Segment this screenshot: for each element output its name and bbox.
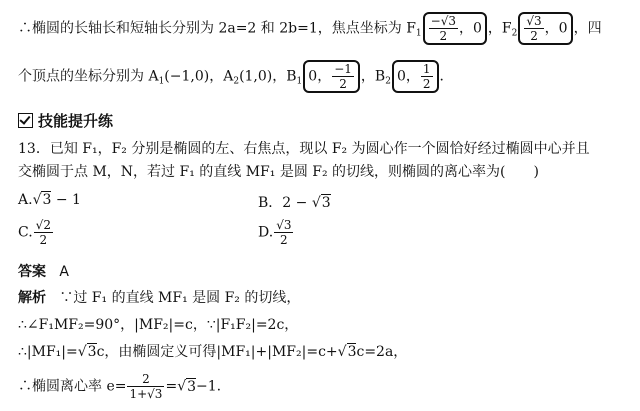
answer-line [18,262,69,282]
intro-text: ∴椭圆的长轴长和短轴长分别为 2a=2 和 2b=1，焦点坐标为 F [18,20,416,37]
vertex-b2-coordinate: 0， $\frac{1}{2}$ [392,60,439,93]
answer-label: 答案 [18,264,46,280]
intro-line-2: 个顶点的坐标分别为 $A_1(-1,0)$，$A_2(1,0)$，$B_1$ 0， $\frac{-1}{2}$ ，$B_2$ 0， $\frac{1}{2}$ ． [18,62,454,91]
solution-line-1: 解析 ∵过 F₁ 的直线 MF₁ 是圆 F₂ 的切线， [18,290,301,306]
section-heading [18,110,113,131]
problem-line-2: 交椭圆于点 M，N，若过 F₁ 的直线 MF₁ 是圆 F₂ 的切线，则椭圆的离心率为( ) [18,164,539,180]
option-b: B．2 − √3 [258,195,331,211]
solution-label: 解析 [18,290,46,306]
option-a: A.√3 − 1 [18,192,81,208]
solution-line-2: ∴∠F₁MF₂=90°，|MF₂|=c，∵|F₁F₂|=2c， [18,317,299,333]
solution-line-4: ∴椭圆离心率 e= $\frac{2}{1+√3}$ =√3−1. [18,372,222,401]
intro-line-1: ∴椭圆的长轴长和短轴长分别为 2a=2 和 2b=1，焦点坐标为 $F_1$ $\frac{-√3}{2}$ ，0 ，$F_2$ $\frac{√3}{2}$ ，0 ，四 [18,14,602,43]
focus1-coordinate: $\frac{-√3}{2}$ ，0 [423,12,487,45]
focus2-coordinate: $\frac{√3}{2}$ ，0 [518,12,572,45]
answer-value: A [59,264,69,280]
option-c: C. $\frac{√2}{2}$ [18,218,51,247]
vertex-b1-coordinate: 0， $\frac{-1}{2}$ [303,60,360,93]
section-title: 技能提升练 [38,112,114,130]
checkbox-check-icon [18,113,33,128]
problem-line-1: 13．已知 F₁，F₂ 分别是椭圆的左、右焦点，现以 F₂ 为圆心作一个圆恰好经过椭圆中心并且 [18,141,590,157]
option-d: D. $\frac{√3}{2}$ [258,218,292,247]
solution-line-3: ∴|MF₁|=√3c，由椭圆定义可得|MF₁|+|MF₂|=c+√3c=2a， [18,344,408,360]
